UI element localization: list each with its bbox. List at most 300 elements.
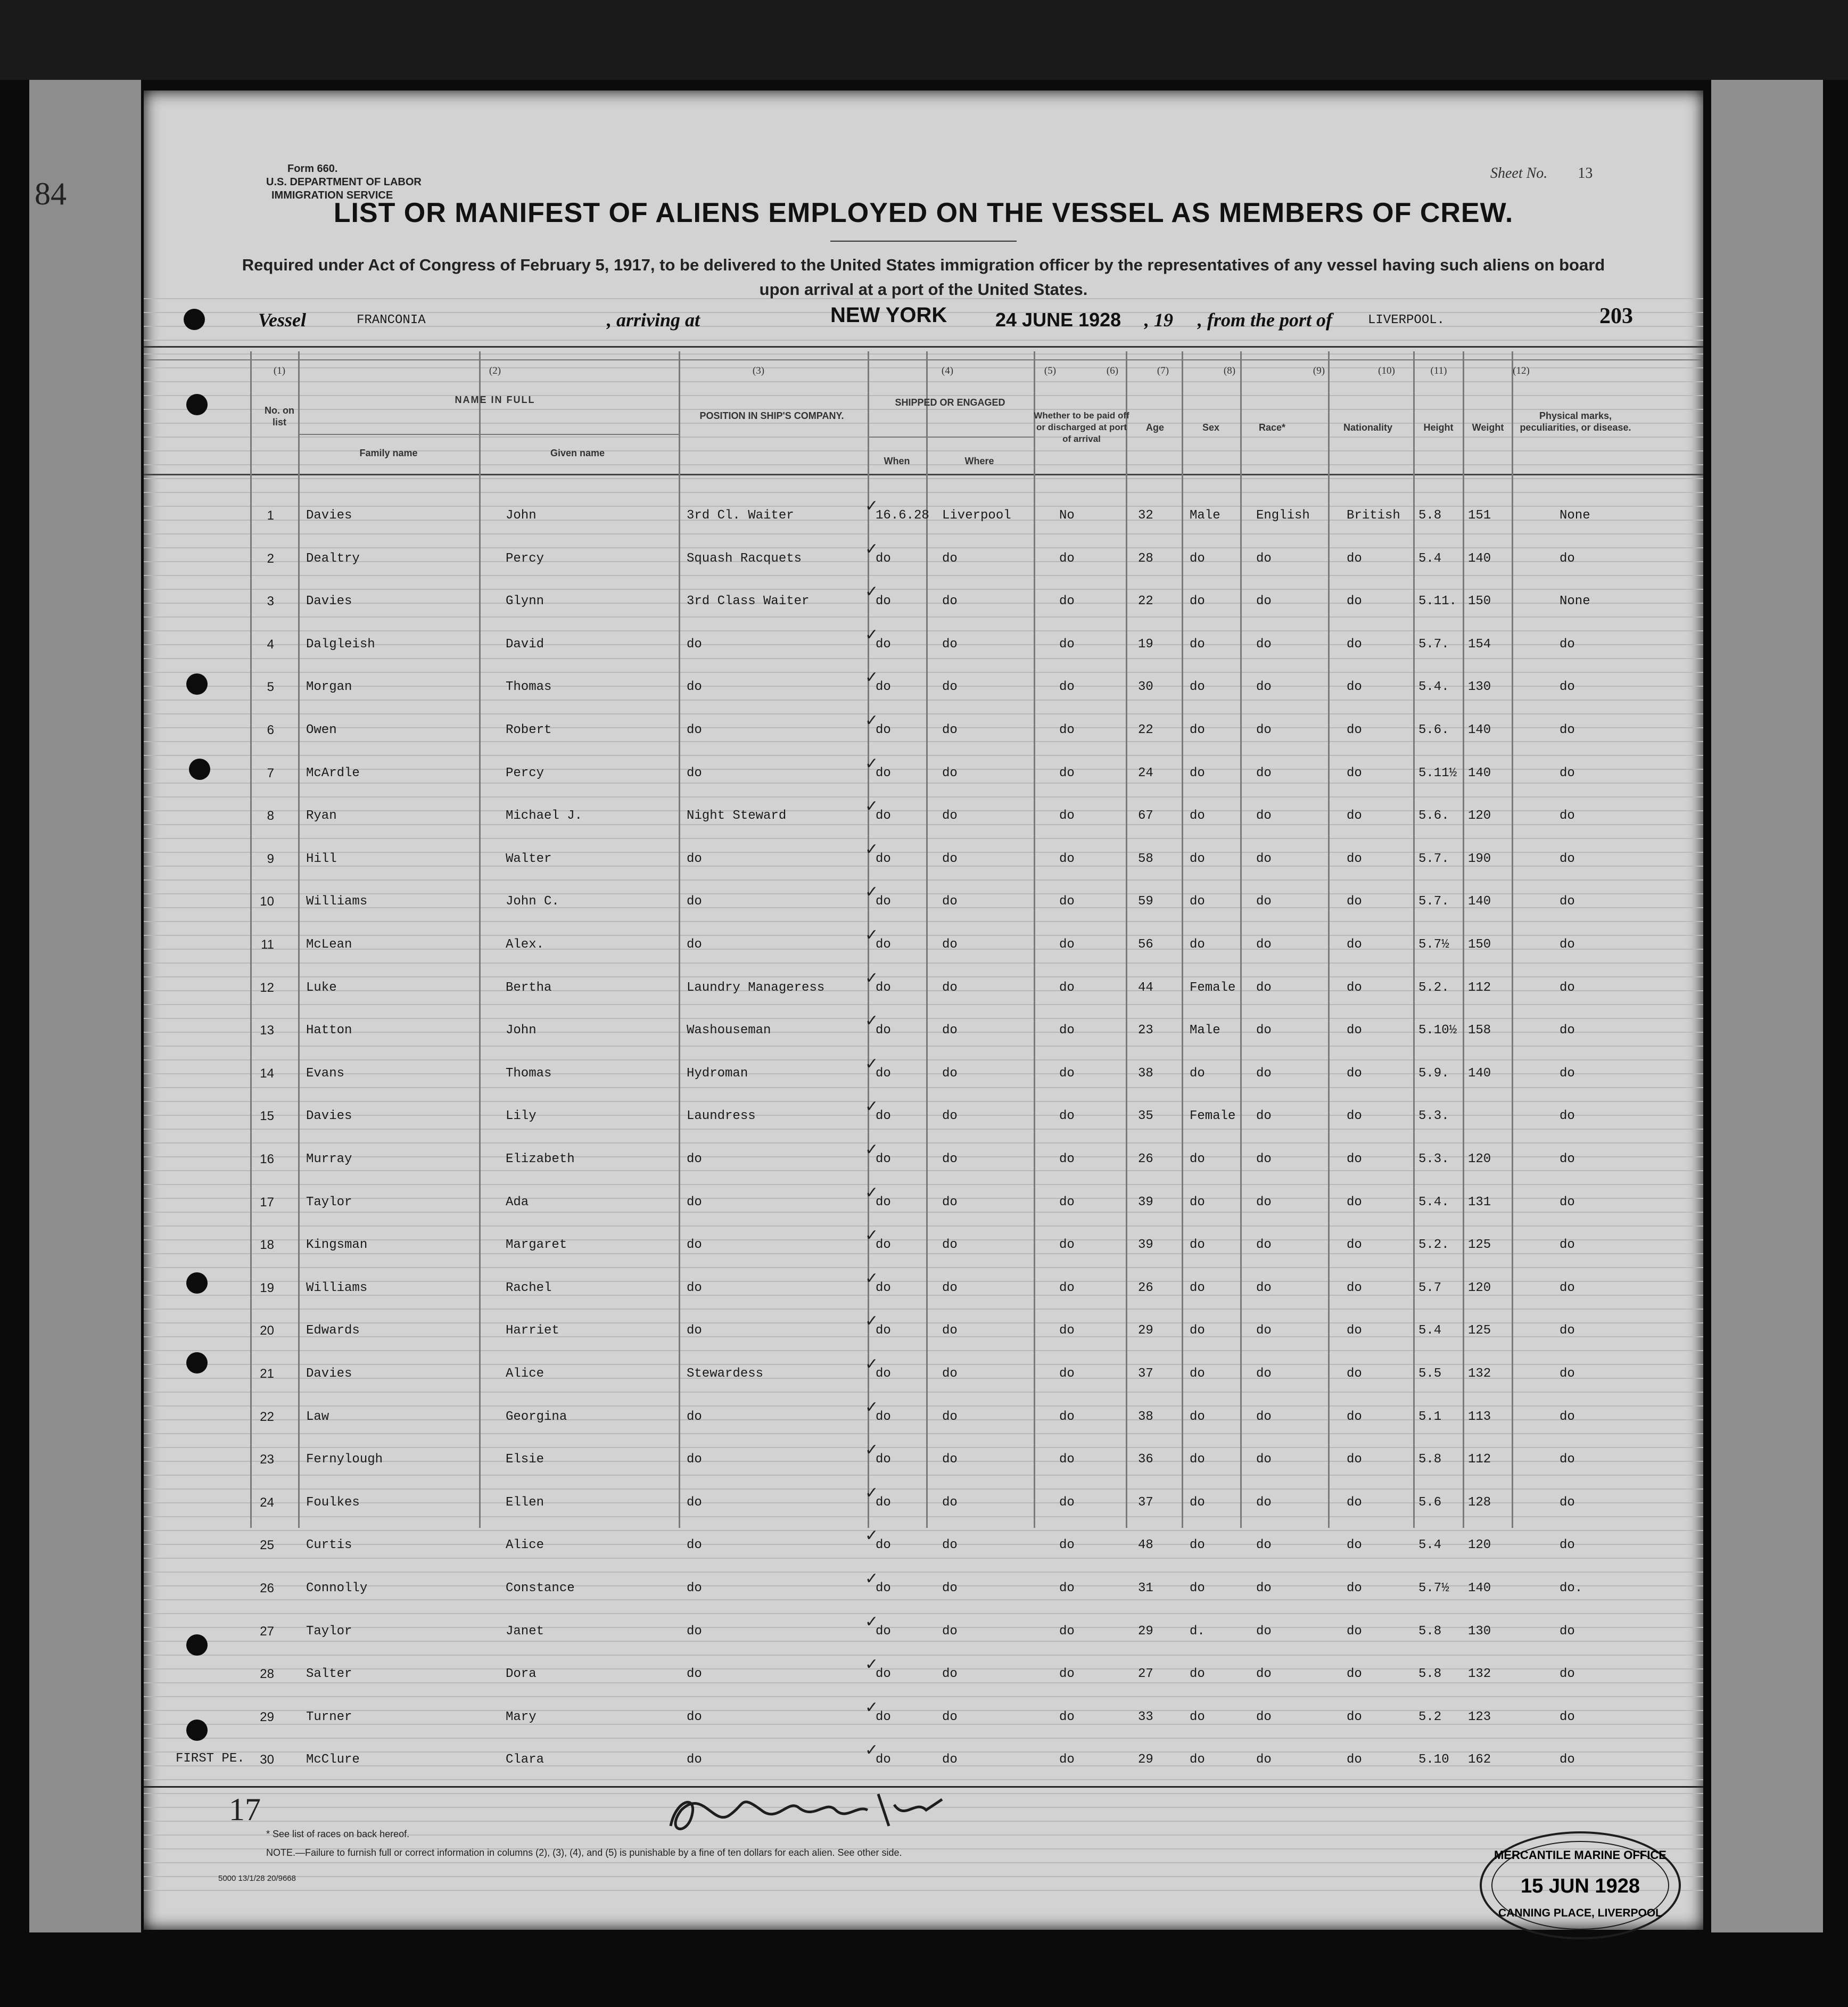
cell-given: Alex. [506,937,544,952]
cell-height: 5.11. [1418,594,1457,608]
cell-where: do [942,1238,958,1252]
cell-age: 30 [1138,680,1153,694]
check-mark-icon: ✓ [865,969,879,988]
cell-age: 39 [1138,1238,1153,1252]
cell-position: do [687,1152,702,1166]
cell-given: Alice [506,1538,544,1552]
cell-no: 2 [267,552,274,566]
cell-age: 44 [1138,981,1153,995]
punch-hole [186,1352,208,1373]
cell-weight: 140 [1468,894,1491,909]
cell-age: 67 [1138,809,1153,823]
column-rule [1328,351,1330,1528]
cell-paid: do [1059,981,1075,995]
cell-race: do [1256,1667,1272,1681]
col-number: (6) [1106,365,1119,376]
cell-given: Ellen [506,1495,544,1510]
cell-nat: do [1347,1710,1362,1724]
cell-weight: 150 [1468,937,1491,952]
cell-height: 5.4 [1418,1538,1442,1552]
cell-height: 5.8 [1418,1452,1442,1467]
check-mark-icon: ✓ [865,1226,879,1245]
column-rule [1034,351,1035,1528]
cell-given: Clara [506,1753,544,1767]
cell-when: do [876,937,891,952]
cell-no: 24 [260,1495,274,1510]
cell-given: Robert [506,723,552,737]
cell-height: 5.8 [1418,508,1442,523]
ruled-line [144,1862,1703,1863]
mercantile-marine-office-stamp: MERCANTILE MARINE OFFICE 15 JUN 1928 CANNING PLACE, LIVERPOOL [1480,1831,1681,1939]
cell-age: 22 [1138,723,1153,737]
cell-height: 5.4 [1418,1323,1442,1338]
ruled-line [144,1641,1703,1642]
check-mark-icon: ✓ [865,540,879,558]
cell-position: Washouseman [687,1023,771,1038]
cell-paid: do [1059,852,1075,866]
cell-paid: do [1059,552,1075,566]
header-position: POSITION IN SHIP'S COMPANY. [699,410,844,421]
cell-when: do [876,1323,891,1338]
cell-no: 9 [267,852,274,866]
check-mark-icon: ✓ [865,668,879,687]
cell-paid: do [1059,637,1075,652]
cell-height: 5.6 [1418,1495,1442,1510]
ruled-line [144,1392,1703,1393]
cell-age: 22 [1138,594,1153,608]
cell-race: do [1256,637,1272,652]
cell-height: 5.3. [1418,1152,1449,1166]
cell-no: 3 [267,594,274,608]
cell-race: do [1256,1710,1272,1724]
ruled-line [144,381,1703,382]
check-mark-icon: ✓ [865,840,879,859]
cell-age: 28 [1138,552,1153,566]
cell-given: Alice [506,1367,544,1381]
cell-family: Foulkes [306,1495,360,1510]
cell-family: Ryan [306,809,337,823]
cell-race: do [1256,1624,1272,1639]
cell-marks: do [1560,1495,1575,1510]
cell-marks: do. [1560,1581,1583,1595]
cell-position: do [687,1667,702,1681]
cell-paid: do [1059,809,1075,823]
cell-sex: do [1190,637,1205,652]
cell-when: do [876,1066,891,1081]
cell-when: do [876,1495,891,1510]
ruled-line [144,1738,1703,1739]
cell-marks: do [1560,1281,1575,1295]
cell-sex: do [1190,1195,1205,1210]
cell-age: 27 [1138,1667,1153,1681]
ruled-line [144,353,1703,355]
cell-no: 25 [260,1538,274,1552]
cell-where: do [942,1367,958,1381]
cell-weight: 120 [1468,1538,1491,1552]
column-rule [1240,351,1242,1528]
punch-hole [186,394,208,415]
cell-weight: 132 [1468,1667,1491,1681]
left-fragment-number: 84 [35,176,67,211]
cell-age: 19 [1138,637,1153,652]
cell-when: do [876,1281,891,1295]
cell-when: do [876,1753,891,1767]
header-shipped-or-engaged: SHIPPED OR ENGAGED [895,397,1005,408]
cell-paid: do [1059,1281,1075,1295]
cell-family: Davies [306,1367,352,1381]
cell-height: 5.7½ [1418,937,1449,952]
ruled-line [144,824,1703,825]
cell-where: do [942,766,958,780]
col-number: (12) [1513,365,1530,376]
cell-nat: do [1347,1066,1362,1081]
col-number: (10) [1378,365,1395,376]
cell-weight: 128 [1468,1495,1491,1510]
cell-where: do [942,1452,958,1467]
header-nationality: Nationality [1343,422,1392,433]
ruled-line [144,1558,1703,1559]
column-rule [1182,351,1183,1528]
cell-no: 6 [267,723,274,737]
cell-nat: do [1347,1323,1362,1338]
cell-given: John [506,1023,537,1038]
check-mark-icon: ✓ [865,626,879,644]
cell-sex: do [1190,1323,1205,1338]
cell-where: do [942,809,958,823]
cell-sex: do [1190,1410,1205,1424]
check-mark-icon: ✓ [865,1441,879,1459]
cell-age: 35 [1138,1109,1153,1123]
cell-no: 30 [260,1753,274,1767]
cell-height: 5.6. [1418,723,1449,737]
cell-marks: do [1560,1624,1575,1639]
cell-nat: do [1347,723,1362,737]
cell-age: 37 [1138,1367,1153,1381]
cell-given: Bertha [506,981,552,995]
cell-height: 5.6. [1418,809,1449,823]
cell-weight: 120 [1468,1152,1491,1166]
cell-where: do [942,981,958,995]
fine-note: NOTE.—Failure to furnish full or correct information in columns (2), (3), (4), and (5) is punishable by a fine of ten dollars for each alien. See other side. [266,1847,902,1858]
check-mark-icon: ✓ [865,582,879,601]
cell-sex: do [1190,1581,1205,1595]
cell-no: 4 [267,637,274,652]
ruled-line [144,1142,1703,1144]
ruled-line [144,1876,1703,1877]
cell-marks: None [1560,594,1590,608]
cell-family: Taylor [306,1195,352,1210]
cell-no: 23 [260,1452,274,1467]
cell-where: do [942,723,958,737]
check-mark-icon: ✓ [865,1484,879,1502]
cell-family: Hatton [306,1023,352,1038]
cell-sex: do [1190,852,1205,866]
cell-where: do [942,1581,958,1595]
cell-sex: do [1190,594,1205,608]
ruled-line [144,1170,1703,1171]
punch-hole [186,1634,208,1656]
cell-no: 13 [260,1023,274,1038]
cell-race: do [1256,1066,1272,1081]
cell-sex: do [1190,723,1205,737]
cell-weight: 123 [1468,1710,1491,1724]
punch-hole [186,673,208,695]
check-mark-icon: ✓ [865,1269,879,1288]
cell-where: do [942,1195,958,1210]
header-rule [144,346,1703,348]
cell-when: do [876,852,891,866]
ruled-line [144,1309,1703,1310]
cell-where: do [942,1152,958,1166]
cell-when: do [876,1109,891,1123]
cell-nat: do [1347,594,1362,608]
cell-given: Constance [506,1581,575,1595]
cell-no: 26 [260,1581,274,1595]
cell-when: do [876,680,891,694]
cell-paid: do [1059,766,1075,780]
cell-where: do [942,1410,958,1424]
cell-family: McArdle [306,766,360,780]
check-mark-icon: ✓ [865,1613,879,1631]
ruled-line [144,547,1703,548]
cell-race: do [1256,1495,1272,1510]
ruled-line [144,492,1703,493]
cell-sex: do [1190,1753,1205,1767]
ruled-line [144,1613,1703,1614]
ruled-line [144,1018,1703,1019]
check-mark-icon: ✓ [865,797,879,816]
departure-port: LIVERPOOL. [1368,313,1445,327]
cell-height: 5.7. [1418,894,1449,909]
cell-weight: 140 [1468,1066,1491,1081]
ruled-line [144,1364,1703,1365]
cell-sex: Male [1190,508,1220,523]
cell-family: Kingsman [306,1238,368,1252]
check-mark-icon: ✓ [865,883,879,901]
ruled-line [144,1433,1703,1434]
ruled-line [144,783,1703,784]
cell-paid: do [1059,1238,1075,1252]
cell-where: do [942,1753,958,1767]
ruled-line [144,713,1703,714]
header-physical-marks: Physical marks, peculiarities, or disease. [1520,410,1631,433]
cell-nat: do [1347,766,1362,780]
cell-age: 33 [1138,1710,1153,1724]
cell-paid: do [1059,1367,1075,1381]
cell-position: do [687,1195,702,1210]
ruled-line [144,367,1703,368]
cell-race: do [1256,937,1272,952]
cell-position: Laundry Manageress [687,981,825,995]
from-port-label: , from the port of [1198,309,1333,331]
cell-position: Squash Racquets [687,552,802,566]
cell-paid: do [1059,1667,1075,1681]
cell-sex: do [1190,1452,1205,1467]
ruled-line [144,1004,1703,1005]
col-number: (7) [1157,365,1169,376]
cell-given: John [506,508,537,523]
cell-when: do [876,1710,891,1724]
header-when: When [884,456,910,466]
cell-sex: do [1190,1367,1205,1381]
cell-position: Hydroman [687,1066,748,1081]
cell-where: do [942,1023,958,1038]
cell-family: Connolly [306,1581,368,1595]
cell-nat: do [1347,1753,1362,1767]
cell-no: 20 [260,1323,274,1338]
cell-family: Dealtry [306,552,360,566]
cell-weight: 112 [1468,1452,1491,1467]
cell-position: do [687,1581,702,1595]
ruled-line [144,672,1703,673]
cell-no: 10 [260,894,274,909]
ruled-line [144,796,1703,797]
cell-age: 59 [1138,894,1153,909]
cell-nat: do [1347,1495,1362,1510]
cell-weight: 140 [1468,552,1491,566]
cell-height: 5.7. [1418,637,1449,652]
sheet-number: Sheet No. 13 [1490,165,1593,182]
cell-position: do [687,1495,702,1510]
cell-family: Hill [306,852,337,866]
cell-when: do [876,1452,891,1467]
cell-age: 32 [1138,508,1153,523]
cell-weight: 140 [1468,1581,1491,1595]
cell-weight: 151 [1468,508,1491,523]
cell-weight: 150 [1468,594,1491,608]
column-rule [1463,351,1464,1528]
cell-height: 5.10 [1418,1753,1449,1767]
ruled-line [144,1475,1703,1476]
cell-where: do [942,894,958,909]
cell-paid: No [1059,508,1075,523]
cell-age: 48 [1138,1538,1153,1552]
cell-where: do [942,852,958,866]
handwritten-total: 17 [229,1792,261,1827]
cell-marks: do [1560,766,1575,780]
cell-given: Lily [506,1109,537,1123]
ruled-line [144,1696,1703,1697]
header-height: Height [1423,422,1454,433]
cell-marks: do [1560,1238,1575,1252]
cell-race: English [1256,508,1310,523]
cell-paid: do [1059,594,1075,608]
cell-age: 29 [1138,1624,1153,1639]
cell-paid: do [1059,1452,1075,1467]
cell-weight: 130 [1468,1624,1491,1639]
cell-marks: do [1560,1066,1575,1081]
ruled-line [144,1115,1703,1116]
cell-no: 1 [267,508,274,523]
cell-height: 5.4. [1418,1195,1449,1210]
punch-hole [186,1720,208,1741]
cell-marks: do [1560,680,1575,694]
handwritten-signature [655,1778,1027,1847]
film-border [0,0,1848,80]
cell-race: do [1256,809,1272,823]
ruled-line [144,1350,1703,1351]
cell-sex: do [1190,937,1205,952]
cell-race: do [1256,1152,1272,1166]
cell-no: 8 [267,809,274,823]
col-number: (4) [941,365,954,376]
cell-age: 24 [1138,766,1153,780]
cell-race: do [1256,1238,1272,1252]
cell-when: do [876,1238,891,1252]
cell-weight: 162 [1468,1753,1491,1767]
cell-nat: do [1347,1238,1362,1252]
cell-given: Elizabeth [506,1152,575,1166]
cell-height: 5.11½ [1418,766,1457,780]
cell-height: 5.7 [1418,1281,1442,1295]
cell-height: 5.5 [1418,1367,1442,1381]
cell-race: do [1256,1452,1272,1467]
ruled-line [144,1890,1703,1891]
cell-family: Morgan [306,680,352,694]
cell-where: do [942,1281,958,1295]
cell-no: 19 [260,1281,274,1295]
ruled-line [144,1225,1703,1227]
adjacent-page-right [1711,80,1823,1932]
cell-paid: do [1059,894,1075,909]
cell-height: 5.1 [1418,1410,1442,1424]
check-mark-icon: ✓ [865,1526,879,1545]
ruled-line [144,1129,1703,1130]
cell-given: Mary [506,1710,537,1724]
cell-when: 16.6.28 [876,508,929,523]
cell-nat: do [1347,1581,1362,1595]
adjacent-page-left [29,80,141,1932]
sub-header-rule [868,437,1034,438]
header-given-name: Given name [550,448,605,458]
cell-sex: do [1190,1667,1205,1681]
ruled-line [144,506,1703,507]
check-mark-icon: ✓ [865,926,879,944]
cell-when: do [876,1667,891,1681]
arriving-label: , arriving at [607,309,700,331]
cell-race: do [1256,1753,1272,1767]
arrival-port: NEW YORK [830,303,947,327]
header-weight: Weight [1472,422,1504,433]
cell-given: Michael J. [506,809,583,823]
header-sex: Sex [1202,422,1220,433]
ruled-line [144,478,1703,479]
cell-no: 7 [267,766,274,780]
cell-age: 31 [1138,1581,1153,1595]
cell-position: do [687,766,702,780]
cell-nat: do [1347,1538,1362,1552]
cell-age: 26 [1138,1281,1153,1295]
cell-given: Percy [506,552,544,566]
cell-paid: do [1059,680,1075,694]
ruled-line [144,1530,1703,1531]
cell-family: Curtis [306,1538,352,1552]
column-rule [1126,351,1127,1528]
cell-no: 17 [260,1195,274,1210]
cell-marks: do [1560,852,1575,866]
cell-race: do [1256,1323,1272,1338]
ruled-line [144,1682,1703,1683]
cell-weight: 158 [1468,1023,1491,1038]
cell-height: 5.4. [1418,680,1449,694]
ruled-line [144,1101,1703,1102]
cell-position: do [687,1538,702,1552]
cell-no: 11 [261,937,274,952]
cell-sex: do [1190,1281,1205,1295]
cell-where: do [942,1667,958,1681]
cell-age: 58 [1138,852,1153,866]
cell-race: do [1256,1581,1272,1595]
